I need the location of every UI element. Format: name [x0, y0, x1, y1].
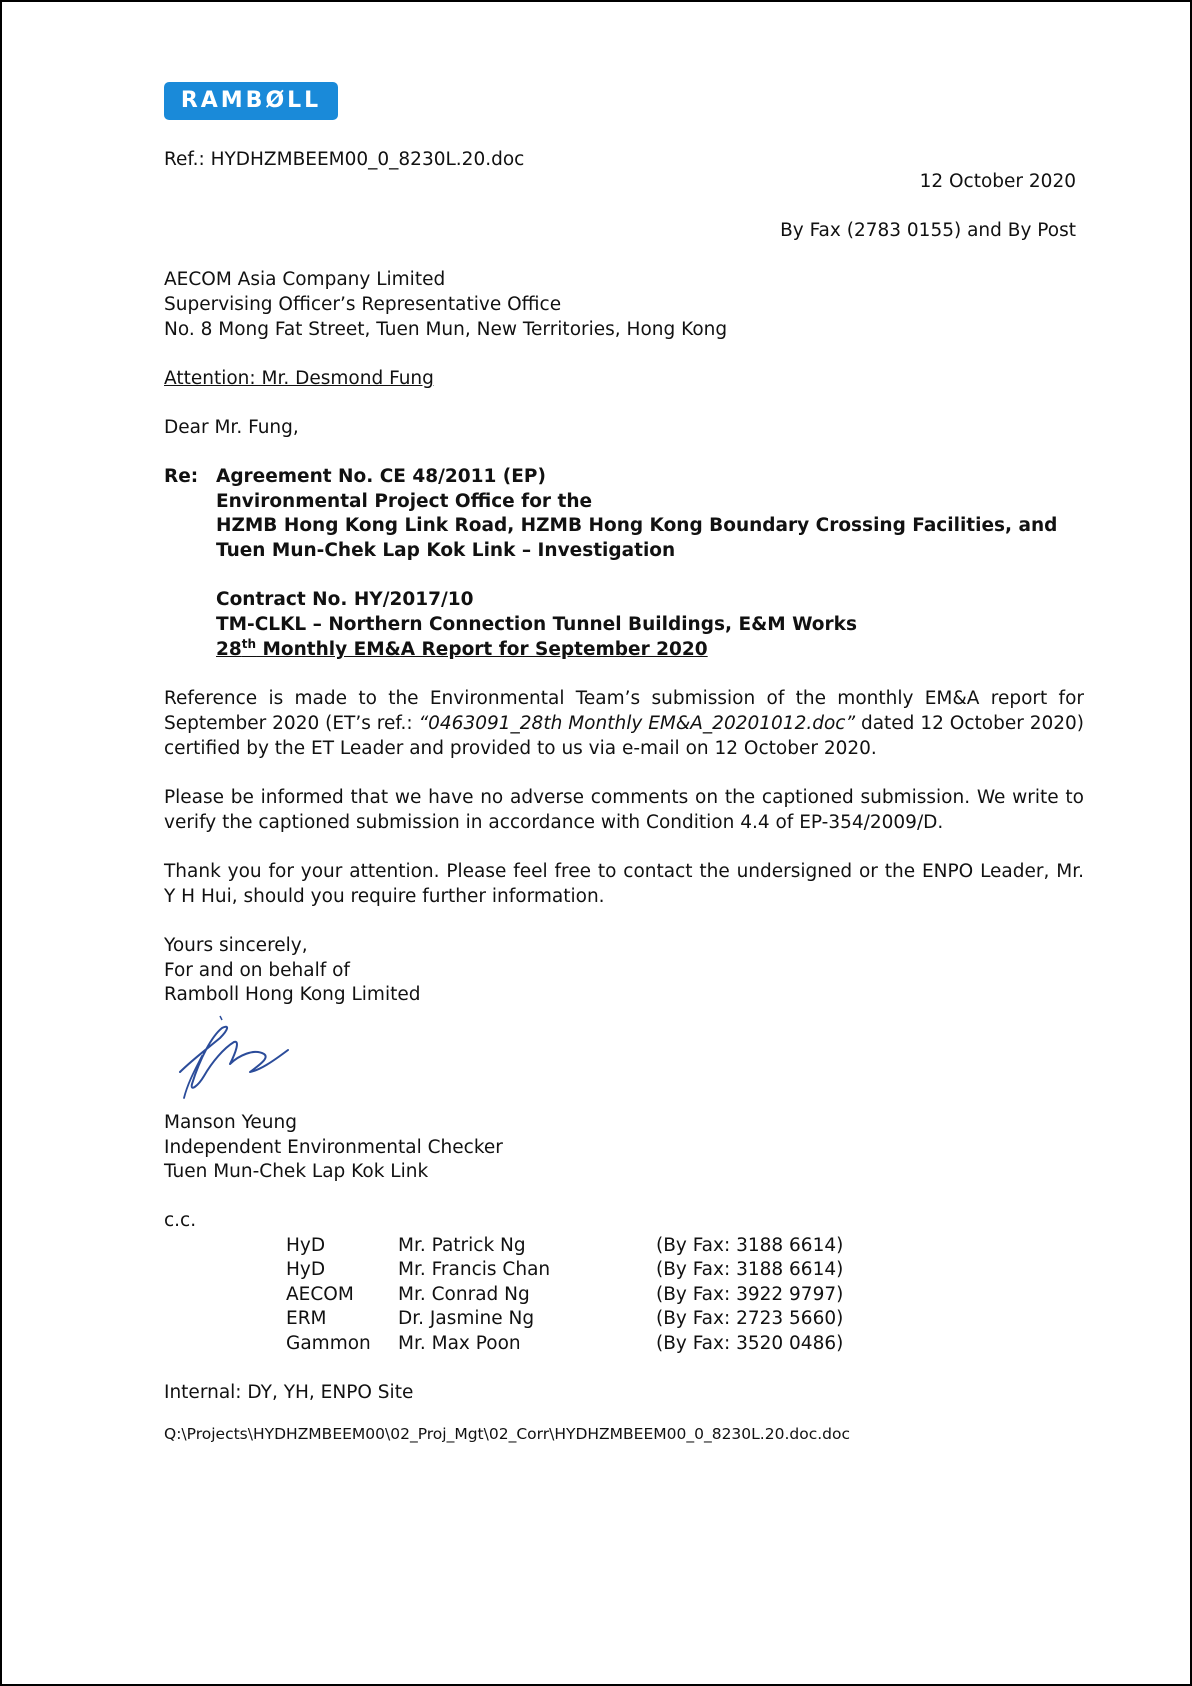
closing-line-3: Ramboll Hong Kong Limited: [164, 984, 421, 1005]
re-contract-title: TM-CLKL – Northern Connection Tunnel Buildings, E&M Works: [216, 614, 857, 635]
body-p1-start: Reference is made to the Environmental Team’s submission of the monthly EM&A report for September 2020 (ET’s ref.:: [164, 688, 1084, 734]
recipient-line-3: No. 8 Mong Fat Street, Tuen Mun, New Territories, Hong Kong: [164, 319, 728, 340]
re-project-title: HZMB Hong Kong Link Road, HZMB Hong Kong Boundary Crossing Facilities, and: [216, 515, 1058, 536]
signatory-name: Manson Yeung: [164, 1112, 298, 1133]
re-agreement: Agreement No. CE 48/2011 (EP): [216, 466, 546, 487]
cc-name: Mr. Francis Chan: [398, 1259, 551, 1280]
cc-fax: (By Fax: 3520 0486): [656, 1333, 844, 1354]
cc-org: ERM: [286, 1308, 327, 1329]
re-report-title: [216, 637, 708, 662]
recipient-line-1: AECOM Asia Company Limited: [164, 269, 446, 290]
cc-name: Mr. Conrad Ng: [398, 1284, 530, 1305]
re-contract: Contract No. HY/2017/10: [216, 589, 474, 610]
reference-line: Ref.: HYDHZMBEEM00_0_8230L.20.doc: [164, 149, 525, 170]
cc-org: HyD: [286, 1235, 326, 1256]
signatory-title: Independent Environmental Checker: [164, 1137, 503, 1158]
closing-line-2: For and on behalf of: [164, 960, 350, 981]
re-report-ordinal: th: [241, 636, 257, 651]
cc-label: c.c.: [164, 1210, 197, 1231]
body-paragraph-1: [164, 686, 1084, 761]
attention-line: Attention: Mr. Desmond Fung: [164, 368, 434, 389]
body-p1-end: dated 12 October 2020) certified by the ET Leader and provided to us via e-mail on 12 October 2020.: [164, 713, 1085, 759]
cc-name: Mr. Patrick Ng: [398, 1235, 526, 1256]
re-label: Re:: [164, 466, 199, 487]
signatory-project: Tuen Mun-Chek Lap Kok Link: [164, 1161, 429, 1182]
re-project-office: Environmental Project Office for the: [216, 491, 593, 512]
re-report-number: 28: [216, 639, 242, 660]
cc-fax: (By Fax: 3188 6614): [656, 1259, 844, 1280]
cc-org: Gammon: [286, 1333, 371, 1354]
body-paragraph-3: Thank you for your attention. Please feel free to contact the undersigned or the ENPO Leader, Mr. Y H Hui, should you require further information.: [164, 861, 1084, 907]
cc-fax: (By Fax: 3188 6614): [656, 1235, 844, 1256]
handwritten-signature: [178, 1012, 318, 1107]
salutation: Dear Mr. Fung,: [164, 417, 299, 438]
letter-date: 12 October 2020: [919, 171, 1076, 192]
body-paragraph-2: Please be informed that we have no adverse comments on the captioned submission. We write to verify the captioned submission in accordance with Condition 4.4 of EP-354/2009/D.: [164, 787, 1084, 833]
recipient-line-2: Supervising Officer’s Representative Office: [164, 294, 562, 315]
cc-org: HyD: [286, 1259, 326, 1280]
cc-name: Mr. Max Poon: [398, 1333, 521, 1354]
ramboll-logo: RAMBØLL: [164, 82, 338, 120]
closing-line-1: Yours sincerely,: [164, 935, 308, 956]
re-report-name: Monthly EM&A Report for September 2020: [256, 639, 708, 660]
file-path: Q:\Projects\HYDHZMBEEM00\02_Proj_Mgt\02_Corr\HYDHZMBEEM00_0_8230L.20.doc.doc: [164, 1425, 850, 1443]
cc-fax: (By Fax: 2723 5660): [656, 1308, 844, 1329]
cc-name: Dr. Jasmine Ng: [398, 1308, 535, 1329]
re-project-subtitle: Tuen Mun-Chek Lap Kok Link – Investigation: [216, 540, 676, 561]
delivery-method: By Fax (2783 0155) and By Post: [780, 220, 1076, 241]
cc-org: AECOM: [286, 1284, 354, 1305]
et-reference: “0463091_28th Monthly EM&A_20201012.doc”: [418, 713, 856, 734]
cc-fax: (By Fax: 3922 9797): [656, 1284, 844, 1305]
internal-distribution: Internal: DY, YH, ENPO Site: [164, 1382, 414, 1403]
